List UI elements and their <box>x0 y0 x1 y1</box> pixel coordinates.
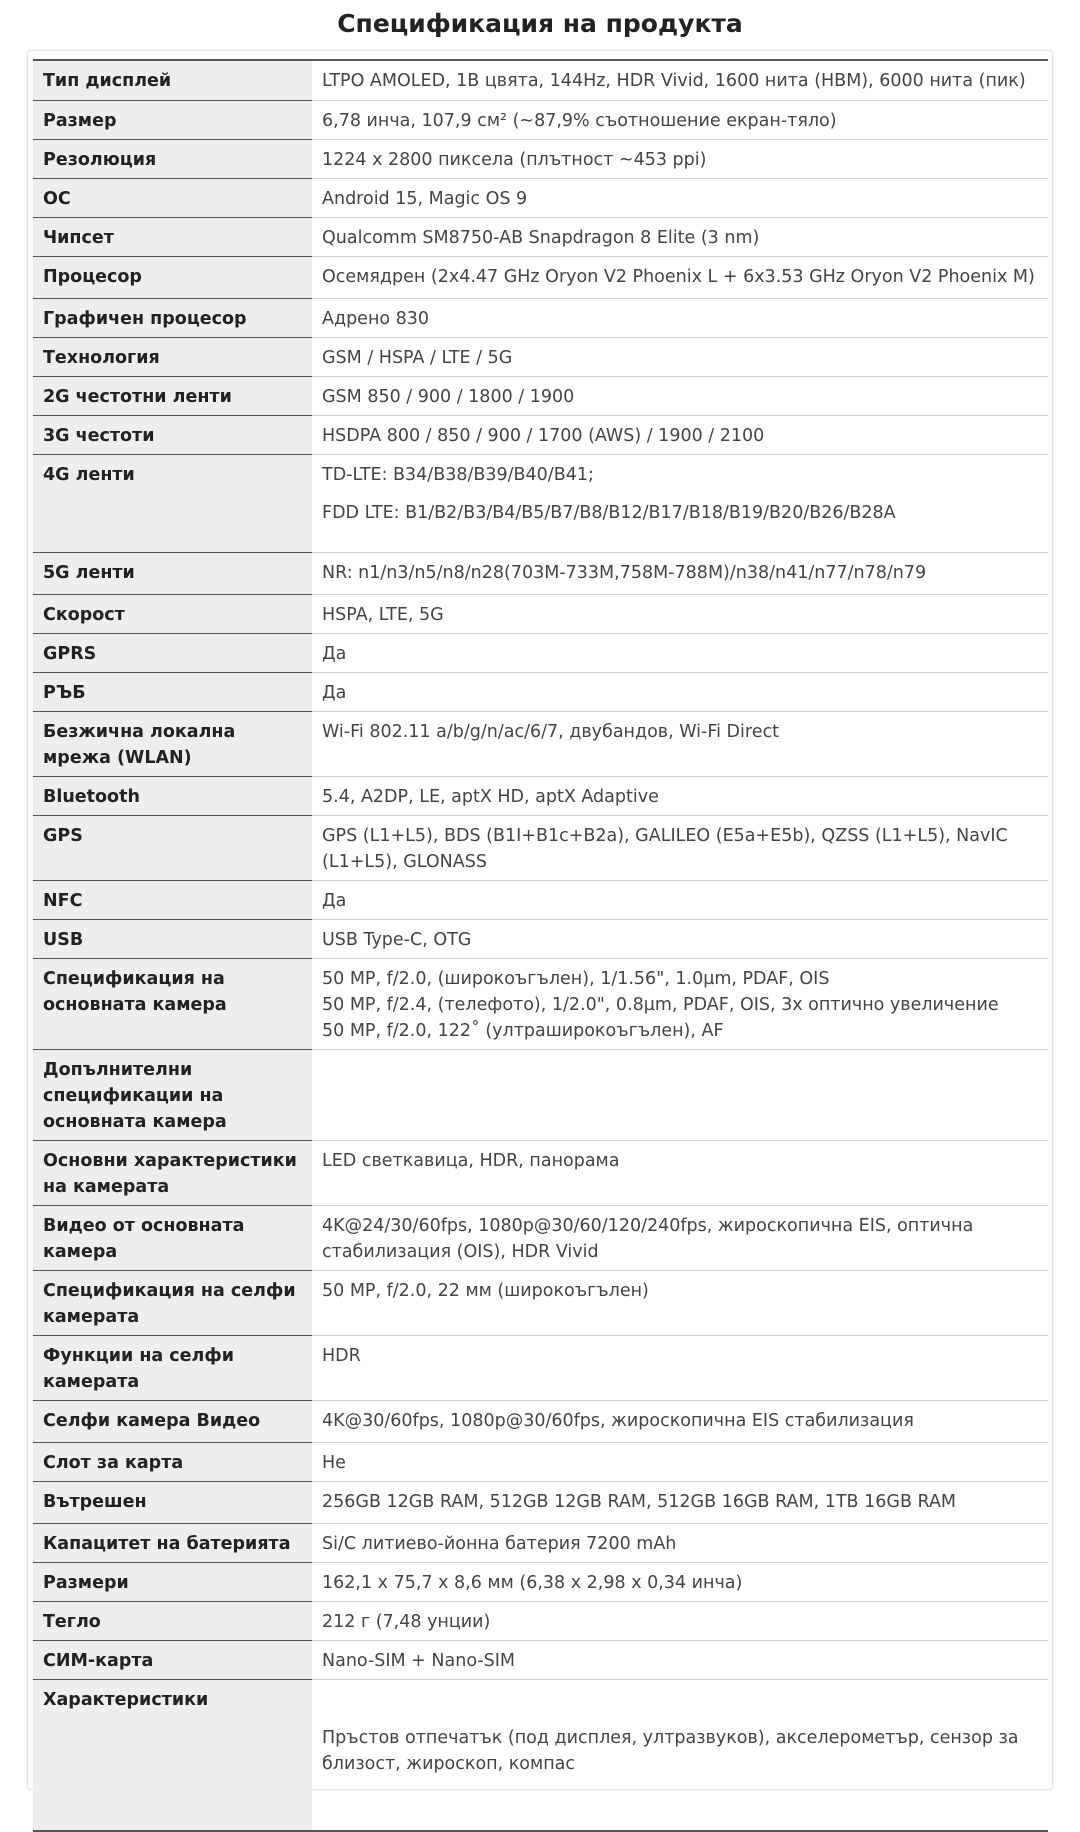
spec-label: Чипсет <box>33 217 312 256</box>
spec-value-line: HSDPA 800 / 850 / 900 / 1700 (AWS) / 1900 / 2100 <box>322 425 765 446</box>
spec-row <box>33 776 1048 815</box>
spec-value-line: 6,78 инча, 107,9 см² (~87,9% съотношение екран-тяло) <box>322 110 837 131</box>
spec-value <box>312 919 1048 958</box>
spec-value-line: 212 г (7,48 унции) <box>322 1611 491 1632</box>
spec-value-line: GSM 850 / 900 / 1800 / 1900 <box>322 386 575 407</box>
spec-value-line: LTPO AMOLED, 1B цвята, 144Hz, HDR Vivid, 1600 нита (HBM), 6000 нита (пик) <box>322 71 1026 91</box>
spec-label: GPS <box>33 815 312 880</box>
spec-value <box>312 1400 1048 1442</box>
spec-label: Вътрешен <box>33 1481 312 1523</box>
spec-value <box>312 815 1048 880</box>
spec-label: Тип дисплей <box>33 60 312 100</box>
spec-value-paragraph: TD-LTE: B34/B38/B39/B40/B41; <box>322 464 594 485</box>
spec-row <box>33 1640 1048 1679</box>
spec-value <box>312 100 1048 139</box>
spec-row <box>33 815 1048 880</box>
spec-label: Размер <box>33 100 312 139</box>
spec-label: NFC <box>33 880 312 919</box>
spec-value <box>312 552 1048 594</box>
spec-value-line: Wi-Fi 802.11 a/b/g/n/ac/6/7, двубандов, Wi-Fi Direct <box>322 721 779 742</box>
spec-label: Слот за карта <box>33 1442 312 1481</box>
spec-value <box>312 776 1048 815</box>
spec-label: Безжична локална мрежа (WLAN) <box>33 711 312 776</box>
spec-value-line: 50 MP, f/2.0, 22 мм (широкоъгълен) <box>322 1280 649 1301</box>
spec-label: ОС <box>33 178 312 217</box>
spec-value <box>312 217 1048 256</box>
spec-value-line: 1224 x 2800 пиксела (плътност ~453 ppi) <box>322 149 707 170</box>
spec-value <box>312 633 1048 672</box>
spec-value-line: 5.4, A2DP, LE, aptX HD, aptX Adaptive <box>322 786 659 807</box>
spec-value <box>312 1270 1048 1335</box>
spec-value <box>312 880 1048 919</box>
spec-label: Спецификация на селфи камерата <box>33 1270 312 1335</box>
spec-row <box>33 60 1048 100</box>
spec-row <box>33 633 1048 672</box>
spec-value-line: 50 MP, f/2.0, (широкоъгълен), 1/1.56", 1.0µm, PDAF, OIS <box>322 968 830 989</box>
spec-value <box>312 298 1048 337</box>
spec-value <box>312 256 1048 298</box>
spec-label: Скорост <box>33 594 312 633</box>
spec-card <box>27 50 1053 1790</box>
spec-value-line: Nano-SIM + Nano-SIM <box>322 1650 516 1671</box>
spec-row <box>33 1335 1048 1400</box>
spec-value <box>312 1601 1048 1640</box>
spec-value-paragraph: FDD LTE: B1/B2/B3/B4/B5/B7/B8/B12/B17/B18/B19/B20/B26/B28A <box>322 502 896 523</box>
spec-row <box>33 100 1048 139</box>
spec-label: Функции на селфи камерата <box>33 1335 312 1400</box>
spec-row <box>33 594 1048 633</box>
spec-value-line: 256GB 12GB RAM, 512GB 12GB RAM, 512GB 16GB RAM, 1TB 16GB RAM <box>322 1491 957 1512</box>
spec-value <box>312 337 1048 376</box>
spec-value-line: 4K@30/60fps, 1080p@30/60fps, жироскопична EIS стабилизация <box>322 1410 914 1431</box>
spec-row <box>33 919 1048 958</box>
spec-row <box>33 178 1048 217</box>
spec-value-line: Да <box>322 890 347 911</box>
spec-label: 2G честотни ленти <box>33 376 312 415</box>
spec-row <box>33 958 1048 1049</box>
spec-label: GPRS <box>33 633 312 672</box>
spec-row <box>33 298 1048 337</box>
spec-value-line: 50 MP, f/2.0, 122˚ (ултраширокоъгълен), AF <box>322 1020 724 1041</box>
spec-row <box>33 1049 1048 1140</box>
spec-label: USB <box>33 919 312 958</box>
spec-label: Допълнителни спецификации на основната камера <box>33 1049 312 1140</box>
spec-label: Технология <box>33 337 312 376</box>
spec-row <box>33 1523 1048 1562</box>
spec-label: Капацитет на батерията <box>33 1523 312 1562</box>
spec-row <box>33 711 1048 776</box>
spec-label: Видео от основната камера <box>33 1205 312 1270</box>
spec-row <box>33 217 1048 256</box>
spec-row <box>33 672 1048 711</box>
spec-value-line: 4K@24/30/60fps, 1080p@30/60/120/240fps, жироскопична EIS, оптична стабилизация (OIS), HDR Vivid <box>322 1215 974 1262</box>
spec-value <box>312 958 1048 1049</box>
spec-value-line: Qualcomm SM8750-AB Snapdragon 8 Elite (3 nm) <box>322 227 760 248</box>
spec-value <box>312 1049 1048 1140</box>
spec-value <box>312 60 1048 100</box>
spec-value-line: Не <box>322 1452 346 1473</box>
spec-row <box>33 1205 1048 1270</box>
spec-row <box>33 256 1048 298</box>
spec-value-line: GPS (L1+L5), BDS (B1I+B1c+B2a), GALILEO (E5a+E5b), QZSS (L1+L5), NavIC (L1+L5), GLONASS <box>322 825 1008 872</box>
spec-value-line: NR: n1/n3/n5/n8/n28(703M-733M,758M-788M)/n38/n41/n77/n78/n79 <box>322 562 927 583</box>
spec-label: Характеристики <box>33 1679 312 1831</box>
spec-value-line: Осемядрен (2x4.47 GHz Oryon V2 Phoenix L + 6x3.53 GHz Oryon V2 Phoenix M) <box>322 266 1035 287</box>
spec-label: 4G ленти <box>33 454 312 552</box>
spec-value-line: Si/C литиево-йонна батерия 7200 mAh <box>322 1533 677 1554</box>
spec-label: СИМ-карта <box>33 1640 312 1679</box>
spec-table <box>33 59 1048 1832</box>
spec-value-line: 50 MP, f/2.4, (телефото), 1/2.0", 0.8µm, PDAF, OIS, 3x оптично увеличение <box>322 994 999 1015</box>
spec-value-line: 162,1 x 75,7 x 8,6 мм (6,38 x 2,98 x 0,34 инча) <box>322 1572 743 1593</box>
spec-value-line: Да <box>322 682 347 703</box>
spec-label: Селфи камера Видео <box>33 1400 312 1442</box>
spec-row <box>33 1601 1048 1640</box>
spec-row <box>33 880 1048 919</box>
spec-value <box>312 454 1048 552</box>
spec-label: Графичен процесор <box>33 298 312 337</box>
spec-value-line: HSPA, LTE, 5G <box>322 604 444 625</box>
spec-row <box>33 1679 1048 1831</box>
spec-label: Основни характеристики на камерата <box>33 1140 312 1205</box>
spec-label: Размери <box>33 1562 312 1601</box>
spec-value-line: HDR <box>322 1345 361 1366</box>
spec-value <box>312 415 1048 454</box>
spec-value <box>312 178 1048 217</box>
spec-value <box>312 1205 1048 1270</box>
spec-row <box>33 1400 1048 1442</box>
spec-value <box>312 594 1048 633</box>
spec-value <box>312 376 1048 415</box>
spec-label: Резолюция <box>33 139 312 178</box>
spec-row <box>33 1442 1048 1481</box>
spec-label: Тегло <box>33 1601 312 1640</box>
spec-label: Спецификация на основната камера <box>33 958 312 1049</box>
spec-value <box>312 1442 1048 1481</box>
spec-value <box>312 1523 1048 1562</box>
spec-row <box>33 337 1048 376</box>
spec-value <box>312 711 1048 776</box>
spec-row <box>33 1481 1048 1523</box>
spec-row <box>33 1140 1048 1205</box>
spec-value-line: GSM / HSPA / LTE / 5G <box>322 347 513 368</box>
spec-table-body <box>33 60 1048 1831</box>
spec-value <box>312 672 1048 711</box>
spec-row <box>33 139 1048 178</box>
spec-value <box>312 1335 1048 1400</box>
spec-row <box>33 552 1048 594</box>
spec-row <box>33 1562 1048 1601</box>
spec-value <box>312 1640 1048 1679</box>
spec-label: Bluetooth <box>33 776 312 815</box>
spec-row <box>33 376 1048 415</box>
spec-value-line: Пръстов отпечатък (под дисплея, ултразвуков), акселерометър, сензор за близост, жироскоп, компас <box>322 1727 1019 1774</box>
spec-label: 3G честоти <box>33 415 312 454</box>
spec-label: Процесор <box>33 256 312 298</box>
spec-value-line: Адрено 830 <box>322 308 430 329</box>
spec-label: РЪБ <box>33 672 312 711</box>
spec-value <box>312 1481 1048 1523</box>
spec-row <box>33 415 1048 454</box>
spec-value-line: LED светкавица, HDR, панорама <box>322 1150 620 1171</box>
spec-value-line: Да <box>322 643 347 664</box>
spec-row <box>33 454 1048 552</box>
page-title: Спецификация на продукта <box>337 9 743 38</box>
spec-value <box>312 139 1048 178</box>
spec-value-line: Android 15, Magic OS 9 <box>322 188 528 209</box>
spec-value <box>312 1140 1048 1205</box>
spec-row <box>33 1270 1048 1335</box>
spec-value <box>312 1679 1048 1831</box>
spec-label: 5G ленти <box>33 552 312 594</box>
spec-value-line: USB Type-C, OTG <box>322 929 472 950</box>
spec-value <box>312 1562 1048 1601</box>
